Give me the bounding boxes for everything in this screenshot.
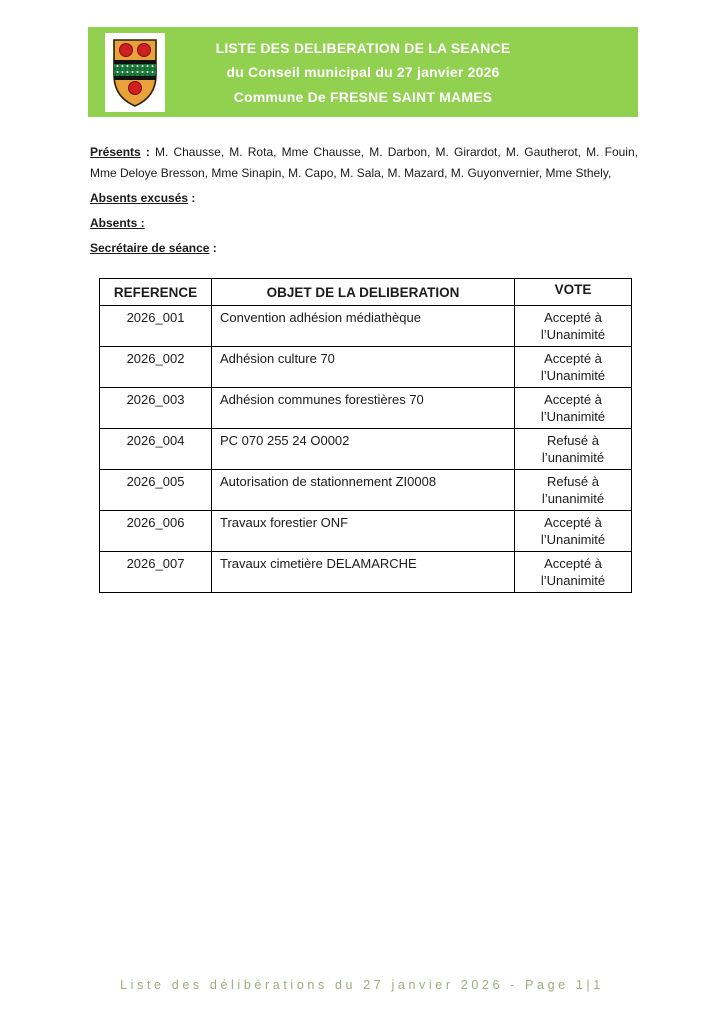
presents-paragraph	[90, 142, 638, 184]
cell-objet: PC 070 255 24 O0002	[212, 429, 515, 470]
secretaire-label: Secrétaire de séance	[90, 241, 210, 255]
banner	[88, 27, 638, 117]
cell-objet: Autorisation de stationnement ZI0008	[212, 470, 515, 511]
cell-vote: Refusé à l’unanimité	[515, 429, 632, 470]
cell-vote: Accepté à l’Unanimité	[515, 306, 632, 347]
table-row	[100, 429, 632, 470]
cell-reference: 2026_005	[100, 470, 212, 511]
table-header-row	[100, 279, 632, 306]
cell-reference: 2026_003	[100, 388, 212, 429]
table-row	[100, 511, 632, 552]
absents-label: Absents :	[90, 216, 145, 230]
secretaire-paragraph	[90, 238, 638, 259]
presents-line1	[90, 142, 638, 163]
table-row	[100, 347, 632, 388]
cell-vote: Accepté à l’Unanimité	[515, 388, 632, 429]
absents-excuses-label: Absents excusés	[90, 191, 189, 205]
cell-objet: Travaux forestier ONF	[212, 511, 515, 552]
cell-objet: Convention adhésion médiathèque	[212, 306, 515, 347]
presents-names-line2: Mme Deloye Bresson, Mme Sinapin, M. Capo, M. Sala, M. Mazard, M. Guyonvernier, Mme Sthely,	[90, 166, 612, 180]
cell-objet: Adhésion culture 70	[212, 347, 515, 388]
cell-objet: Travaux cimetière DELAMARCHE	[212, 552, 515, 593]
banner-titles	[88, 27, 638, 117]
header-vote: VOTE	[515, 279, 632, 306]
banner-title-line3: Commune De FRESNE SAINT MAMES	[233, 88, 493, 105]
cell-vote: Refusé à l’unanimité	[515, 470, 632, 511]
absents-paragraph	[90, 213, 638, 234]
table-row	[100, 388, 632, 429]
cell-objet: Adhésion communes forestières 70	[212, 388, 515, 429]
table-row	[100, 470, 632, 511]
presents-names-line1: M. Chausse, M. Rota, Mme Chausse, M. Darbon, M. Girardot, M. Gautherot, M. Fouin,	[154, 145, 638, 159]
banner-title-line1: LISTE DES DELIBERATION DE LA SEANCE	[215, 39, 511, 56]
table-row	[100, 306, 632, 347]
cell-reference: 2026_001	[100, 306, 212, 347]
cell-vote: Accepté à l’Unanimité	[515, 511, 632, 552]
deliberations-table	[99, 278, 632, 593]
banner-title-line2: du Conseil municipal du 27 janvier 2026	[226, 64, 500, 80]
secretaire-colon: :	[209, 241, 217, 255]
absents-excuses-paragraph	[90, 188, 638, 209]
presents-colon: :	[140, 145, 155, 159]
absents-excuses-colon: :	[188, 191, 196, 205]
table-row	[100, 552, 632, 593]
header-objet: OBJET DE LA DELIBERATION	[212, 279, 515, 306]
cell-reference: 2026_007	[100, 552, 212, 593]
page-footer: Liste des délibérations du 27 janvier 2026 - Page 1|1	[120, 978, 604, 992]
cell-vote: Accepté à l’Unanimité	[515, 347, 632, 388]
cell-reference: 2026_004	[100, 429, 212, 470]
cell-reference: 2026_002	[100, 347, 212, 388]
cell-reference: 2026_006	[100, 511, 212, 552]
cell-vote: Accepté à l’Unanimité	[515, 552, 632, 593]
presents-label: Présents	[90, 145, 141, 159]
header-reference: REFERENCE	[100, 279, 212, 306]
